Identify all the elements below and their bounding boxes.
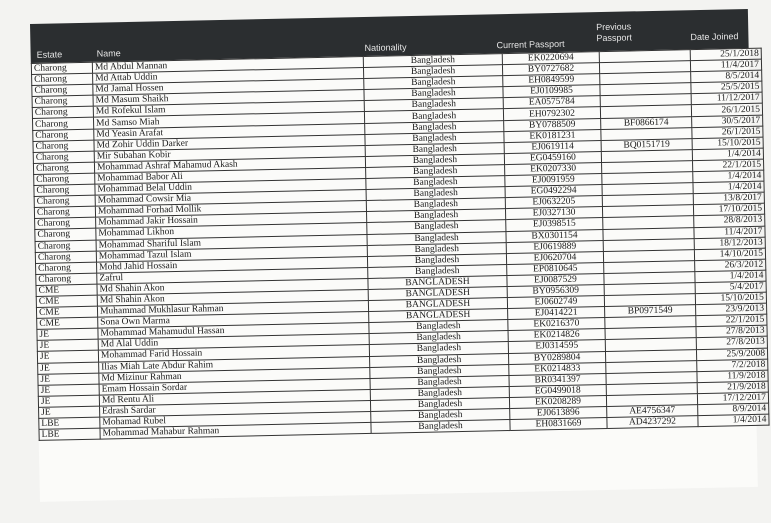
cell-current-passport: EK0216370 <box>508 318 605 331</box>
cell-date-joined: 14/10/2015 <box>694 248 765 261</box>
cell-nationality: Bangladesh <box>369 331 508 345</box>
cell-nationality: Bangladesh <box>371 420 510 434</box>
cell-estate: JE <box>38 373 99 385</box>
cell-date-joined: 7/2/2018 <box>697 359 768 372</box>
cell-estate: Charong <box>33 162 94 174</box>
cell-date-joined: 1/4/2014 <box>693 181 764 194</box>
cell-estate: Charong <box>34 206 95 218</box>
cell-nationality: Bangladesh <box>367 231 506 245</box>
cell-estate: JE <box>38 395 99 407</box>
cell-estate: JE <box>37 328 98 340</box>
cell-nationality: Bangladesh <box>370 397 509 411</box>
cell-nationality: Bangladesh <box>366 187 505 201</box>
cell-estate: Charong <box>35 217 96 229</box>
cell-current-passport: EG0459160 <box>504 151 601 164</box>
cell-name: Muhammad Mukhlasur Rahman <box>97 301 368 318</box>
cell-name: Mohammad Mahabur Rahman <box>100 423 371 440</box>
cell-current-passport: EJ0619114 <box>504 140 601 153</box>
cell-name: Md Rentu Ali <box>99 389 370 406</box>
cell-date-joined: 11/4/2017 <box>694 226 765 239</box>
cell-previous-passport: AE4756347 <box>607 405 698 418</box>
cell-date-joined: 25/1/2018 <box>690 48 761 61</box>
cell-estate: Charong <box>36 262 97 274</box>
cell-name: Md Yeasin Arafat <box>94 123 365 140</box>
cell-current-passport: EK0181231 <box>504 129 601 142</box>
cell-estate: CME <box>36 306 97 318</box>
header-previous-passport: Previous Passport <box>596 21 633 44</box>
document-sheet <box>30 9 767 502</box>
cell-nationality: Bangladesh <box>367 220 506 234</box>
cell-nationality: Bangladesh <box>364 76 503 90</box>
cell-name: Md Attab Uddin <box>93 68 364 85</box>
cell-date-joined: 25/5/2015 <box>691 81 762 94</box>
cell-name: Md Shahin Akon <box>97 289 368 306</box>
cell-current-passport: EA0575784 <box>503 96 600 109</box>
cell-nationality: BANGLADESH <box>368 275 507 289</box>
cell-estate: CME <box>37 317 98 329</box>
cell-name: Mohammad Farid Hossain <box>98 345 369 362</box>
cell-date-joined: 1/4/2014 <box>695 270 766 283</box>
cell-estate: Charong <box>32 73 93 85</box>
cell-date-joined: 27/8/2013 <box>696 325 767 338</box>
cell-current-passport: EK0214826 <box>508 329 605 342</box>
cell-name: Edrash Sardar <box>100 400 371 417</box>
cell-nationality: Bangladesh <box>367 242 506 256</box>
cell-estate: Charong <box>36 273 97 285</box>
cell-date-joined: 22/1/2015 <box>696 314 767 327</box>
cell-nationality: Bangladesh <box>363 54 502 68</box>
cell-nationality: Bangladesh <box>370 353 509 367</box>
cell-nationality: Bangladesh <box>364 109 503 123</box>
cell-date-joined: 11/12/2017 <box>691 93 762 106</box>
cell-name: Md Abdul Mannan <box>92 57 363 74</box>
cell-date-joined: 23/9/2013 <box>696 303 767 316</box>
cell-nationality: BANGLADESH <box>369 309 508 323</box>
cell-nationality: Bangladesh <box>365 153 504 167</box>
cell-previous-passport: BF0866174 <box>601 116 692 129</box>
cell-current-passport: EJ0398515 <box>506 218 603 231</box>
cell-nationality: Bangladesh <box>370 386 509 400</box>
cell-current-passport: EH0792302 <box>503 107 600 120</box>
cell-date-joined: 22/1/2015 <box>693 159 764 172</box>
cell-nationality: BANGLADESH <box>368 298 507 312</box>
cell-nationality: Bangladesh <box>369 342 508 356</box>
cell-current-passport: EK0214833 <box>509 362 606 375</box>
cell-nationality: Bangladesh <box>367 253 506 267</box>
cell-estate: JE <box>38 362 99 374</box>
cell-current-passport: EJ0602749 <box>507 296 604 309</box>
cell-current-passport: BX0301154 <box>506 229 603 242</box>
cell-previous-passport: BP0971549 <box>605 305 696 318</box>
cell-current-passport: EJ0314595 <box>508 340 605 353</box>
cell-nationality: Bangladesh <box>366 176 505 190</box>
cell-name: Md Zohir Uddin Darker <box>94 134 365 151</box>
cell-date-joined: 15/10/2015 <box>695 292 766 305</box>
cell-nationality: Bangladesh <box>370 375 509 389</box>
cell-estate: Charong <box>35 229 96 241</box>
header-estate: Estate <box>36 49 63 60</box>
cell-date-joined: 30/5/2017 <box>692 115 763 128</box>
cell-previous-passport: BQ0151719 <box>601 138 692 151</box>
cell-name: Mohamad Rubel <box>100 411 371 428</box>
cell-current-passport: EP0810645 <box>507 262 604 275</box>
cell-date-joined: 13/8/2017 <box>693 192 764 205</box>
cell-previous-passport: AD4237292 <box>607 416 698 429</box>
cell-name: Md Rofekul Islam <box>93 101 364 118</box>
cell-estate: CME <box>36 284 97 296</box>
cell-name: Ilias Miah Late Abdur Rahim <box>99 356 370 373</box>
cell-nationality: Bangladesh <box>368 264 507 278</box>
cell-date-joined: 17/10/2015 <box>693 203 764 216</box>
cell-name: Md Masum Shaikh <box>93 90 364 107</box>
cell-estate: JE <box>37 339 98 351</box>
cell-estate: Charong <box>32 107 93 119</box>
cell-date-joined: 26/3/2012 <box>695 259 766 272</box>
cell-name: Md Jamal Hossen <box>93 79 364 96</box>
cell-current-passport: EK0207330 <box>505 162 602 175</box>
cell-current-passport: EH0849599 <box>503 74 600 87</box>
cell-nationality: Bangladesh <box>369 320 508 334</box>
cell-current-passport: EJ0619889 <box>506 240 603 253</box>
header-current-passport: Current Passport <box>496 38 565 51</box>
table-body <box>31 48 769 440</box>
cell-nationality: Bangladesh <box>367 209 506 223</box>
cell-estate: JE <box>39 406 100 418</box>
cell-name: Mohammad Likhon <box>96 223 367 240</box>
cell-name: Md Mizinur Rahman <box>99 367 370 384</box>
cell-current-passport: EJ0091959 <box>505 174 602 187</box>
cell-current-passport: EG0492294 <box>505 185 602 198</box>
cell-name: Mohammad Shariful Islam <box>96 234 367 251</box>
cell-date-joined: 17/12/2017 <box>697 392 768 405</box>
cell-name: Mohammad Tazul Islam <box>96 245 367 262</box>
cell-current-passport: EJ0632205 <box>505 196 602 209</box>
cell-date-joined: 11/4/2017 <box>690 59 761 72</box>
cell-nationality: Bangladesh <box>371 409 510 423</box>
cell-current-passport: EJ0414221 <box>508 307 605 320</box>
cell-estate: Charong <box>33 140 94 152</box>
cell-name: Md Samso Miah <box>93 112 364 129</box>
cell-estate: Charong <box>35 240 96 252</box>
cell-name: Md Shahin Akon <box>97 278 368 295</box>
cell-nationality: Bangladesh <box>365 142 504 156</box>
cell-date-joined: 26/1/2015 <box>692 126 763 139</box>
cell-date-joined: 27/8/2013 <box>696 337 767 350</box>
cell-date-joined: 21/9/2018 <box>697 381 768 394</box>
cell-date-joined: 1/4/2014 <box>693 170 764 183</box>
cell-estate: JE <box>37 351 98 363</box>
cell-name: Mohammad Babor Ali <box>95 167 366 184</box>
cell-current-passport: BY0788509 <box>504 118 601 131</box>
cell-estate: LBE <box>39 417 100 429</box>
cell-current-passport: BY0956309 <box>507 285 604 298</box>
cell-nationality: Bangladesh <box>365 131 504 145</box>
cell-estate: Charong <box>34 173 95 185</box>
cell-date-joined: 15/10/2015 <box>692 137 763 150</box>
cell-date-joined: 5/4/2017 <box>695 281 766 294</box>
cell-nationality: Bangladesh <box>363 65 502 79</box>
cell-nationality: Bangladesh <box>364 98 503 112</box>
cell-current-passport: EJ0087529 <box>507 273 604 286</box>
cell-estate: Charong <box>33 129 94 141</box>
cell-name: Md Alal Uddin <box>98 334 369 351</box>
cell-date-joined: 8/9/2014 <box>698 403 769 416</box>
cell-current-passport: BY0727682 <box>502 63 599 76</box>
cell-estate: LBE <box>39 428 100 440</box>
cell-nationality: BANGLADESH <box>368 287 507 301</box>
cell-date-joined: 18/12/2013 <box>694 237 765 250</box>
cell-nationality: Bangladesh <box>366 165 505 179</box>
cell-estate: Charong <box>34 184 95 196</box>
cell-nationality: Bangladesh <box>364 87 503 101</box>
cell-date-joined: 1/4/2014 <box>698 414 769 427</box>
cell-name: Mohammad Mahamudul Hassan <box>98 323 369 340</box>
cell-estate: Charong <box>34 195 95 207</box>
cell-current-passport: EG0499018 <box>509 384 606 397</box>
cell-name: Mohammad Cowsir Mia <box>95 190 366 207</box>
cell-date-joined: 1/4/2014 <box>692 148 763 161</box>
cell-estate: Charong <box>32 118 93 130</box>
cell-nationality: Bangladesh <box>366 198 505 212</box>
cell-name: Mohammad Forhad Mollik <box>95 201 366 218</box>
cell-date-joined: 28/8/2013 <box>694 215 765 228</box>
cell-estate: Charong <box>31 62 92 74</box>
cell-nationality: Bangladesh <box>370 364 509 378</box>
cell-name: Emam Hossain Sordar <box>99 378 370 395</box>
cell-name: Sona Own Marma <box>98 312 369 329</box>
cell-estate: Charong <box>32 95 93 107</box>
cell-current-passport: EJ0613896 <box>510 407 607 420</box>
cell-estate: Charong <box>33 151 94 163</box>
cell-name: Mir Subahan Kobir <box>94 145 365 162</box>
cell-estate: Charong <box>32 84 93 96</box>
cell-estate: JE <box>38 384 99 396</box>
cell-current-passport: EJ0327130 <box>505 207 602 220</box>
cell-date-joined: 11/9/2018 <box>697 370 768 383</box>
header-date-joined: Date Joined <box>690 31 739 43</box>
cell-name: Mohammad Ashraf Mahamud Akash <box>94 156 365 173</box>
cell-current-passport: EJ0620704 <box>506 251 603 264</box>
cell-name: Mohd Jahid Hossain <box>96 256 367 273</box>
cell-current-passport: BR0341397 <box>509 373 606 386</box>
cell-current-passport: EH0831669 <box>510 418 607 431</box>
cell-current-passport: EK0220694 <box>502 52 599 65</box>
cell-date-joined: 25/9/2008 <box>696 348 767 361</box>
cell-current-passport: EK0208289 <box>509 395 606 408</box>
cell-name: Zafrul <box>97 267 368 284</box>
cell-current-passport: BY0289804 <box>508 351 605 364</box>
cell-date-joined: 8/5/2014 <box>691 70 762 83</box>
cell-estate: Charong <box>35 251 96 263</box>
cell-estate: CME <box>36 295 97 307</box>
cell-date-joined: 26/1/2015 <box>691 104 762 117</box>
employee-table <box>31 48 770 441</box>
cell-name: Mohammad Belal Uddin <box>95 179 366 196</box>
cell-nationality: Bangladesh <box>365 120 504 134</box>
header-nationality: Nationality <box>364 42 407 53</box>
cell-current-passport: EJ0109985 <box>503 85 600 98</box>
cell-name: Mohammad Jakir Hossain <box>96 212 367 229</box>
header-name: Name <box>96 48 121 59</box>
